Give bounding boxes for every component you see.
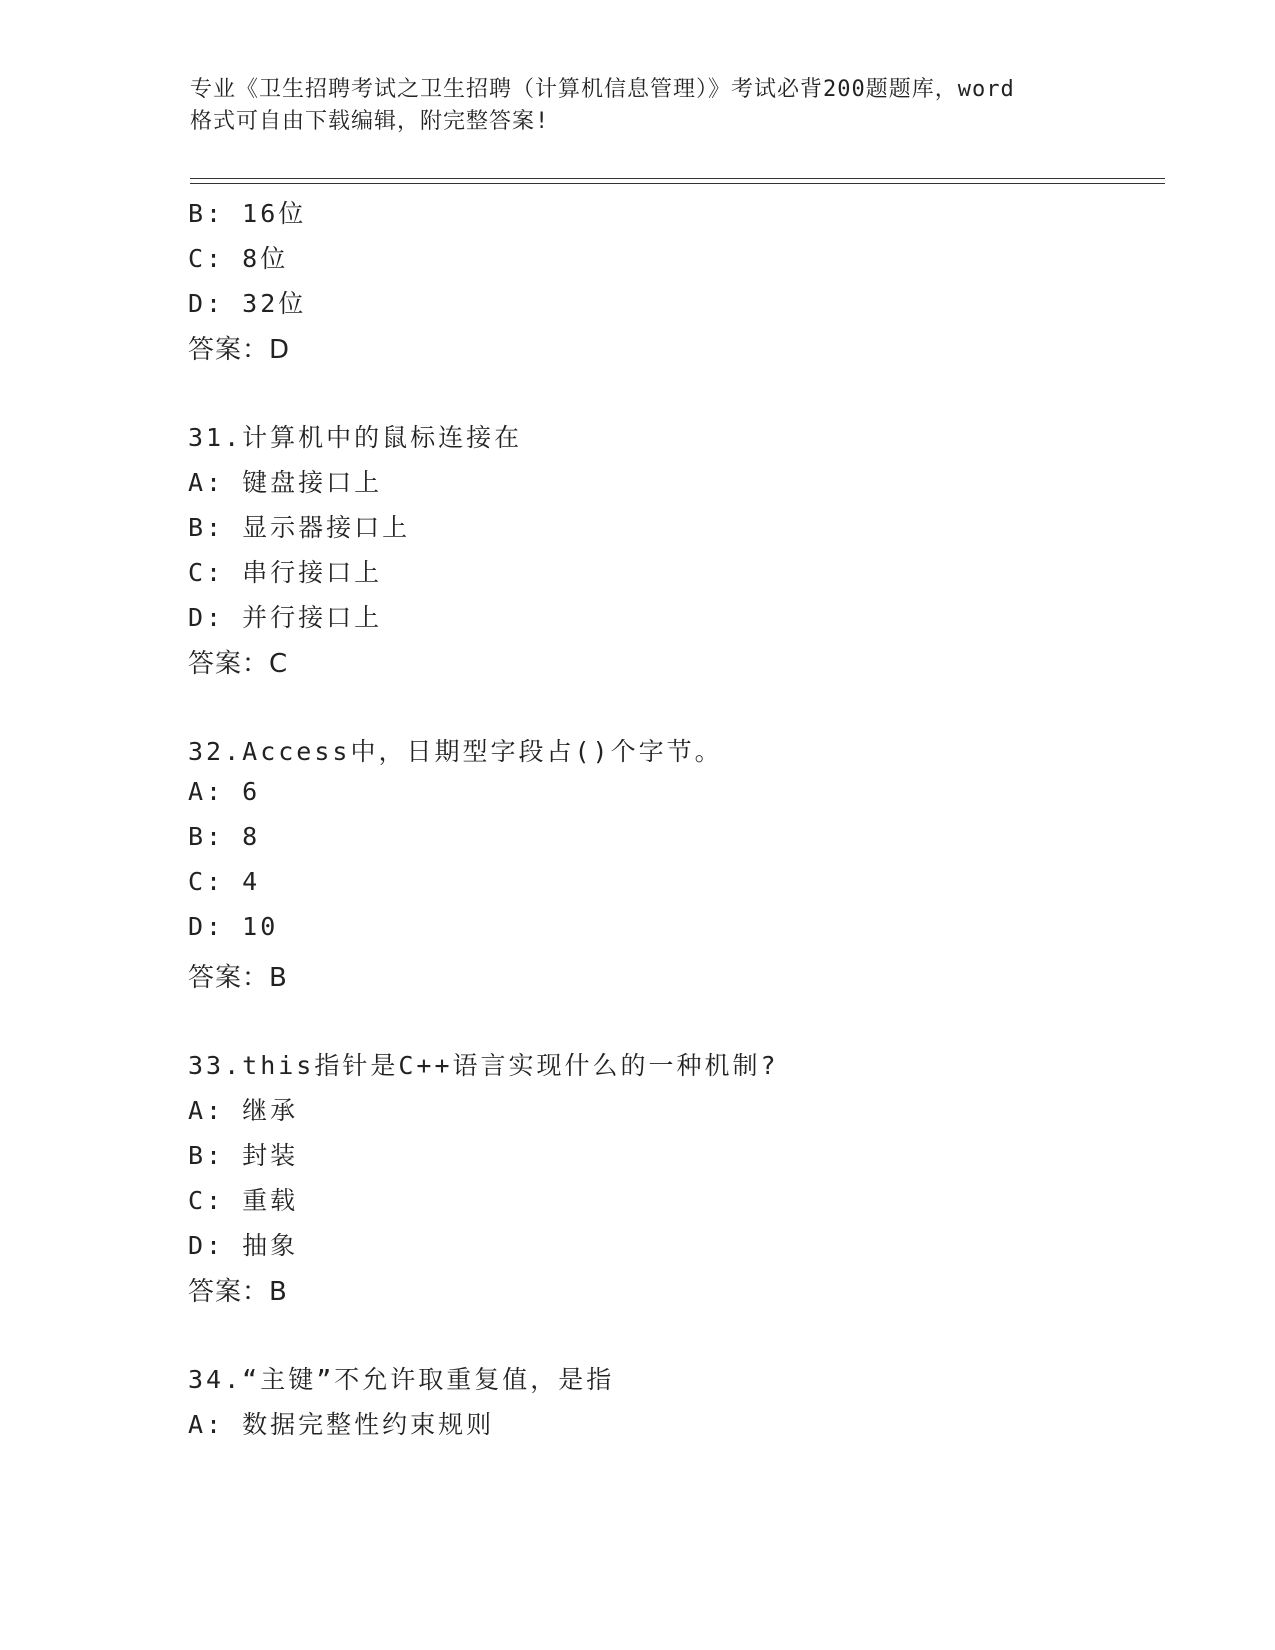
option-d: D: 抽象 [188, 1231, 299, 1260]
header-line-2: 格式可自由下载编辑，附完整答案! [190, 109, 550, 134]
question-stem: 31.计算机中的鼠标连接在 [188, 423, 523, 452]
answer: 答案：B [188, 963, 288, 993]
option-c: C: 串行接口上 [188, 558, 383, 587]
question-stem: 33.this指针是C++语言实现什么的一种机制? [188, 1051, 779, 1080]
header-divider-top [190, 178, 1165, 179]
option-c: C: 重载 [188, 1186, 299, 1215]
option-d: D: 32位 [188, 289, 307, 318]
option-d: D: 并行接口上 [188, 603, 383, 632]
answer: 答案：C [188, 649, 289, 679]
option-c: C: 8位 [188, 244, 289, 273]
option-b: B: 16位 [188, 199, 307, 228]
option-b: B: 显示器接口上 [188, 513, 411, 542]
option-a: A: 6 [188, 777, 261, 806]
option-a: A: 键盘接口上 [188, 468, 383, 497]
answer: 答案：B [188, 1277, 288, 1307]
header-line-1: 专业《卫生招聘考试之卫生招聘（计算机信息管理）》考试必背200题题库，word [190, 77, 1015, 102]
option-d: D: 10 [188, 912, 279, 941]
header-divider-bottom [190, 183, 1165, 184]
option-b: B: 8 [188, 822, 261, 851]
question-stem: 32.Access中，日期型字段占()个字节。 [188, 737, 723, 766]
option-a: A: 数据完整性约束规则 [188, 1410, 495, 1439]
option-c: C: 4 [188, 867, 261, 896]
question-stem: 34.“主键”不允许取重复值，是指 [188, 1365, 615, 1394]
option-b: B: 封装 [188, 1141, 299, 1170]
document-header [190, 74, 1090, 138]
answer: 答案：D [188, 335, 291, 365]
option-a: A: 继承 [188, 1096, 299, 1125]
